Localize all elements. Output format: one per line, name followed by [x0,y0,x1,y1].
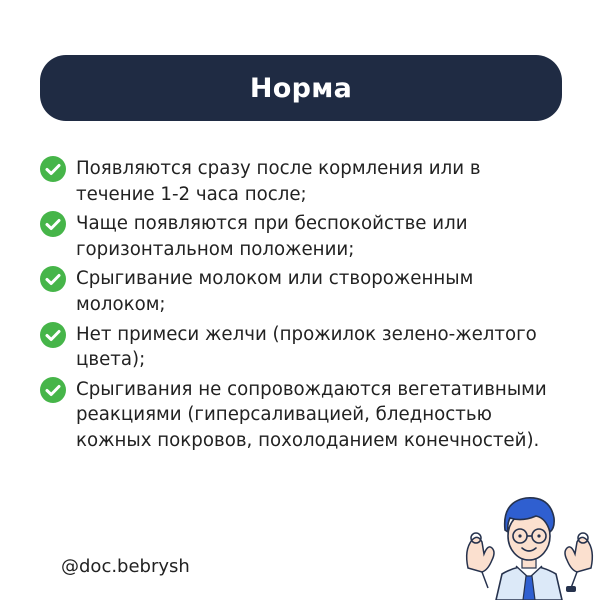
check-circle-icon [40,156,66,182]
author-handle: @doc.bebrysh [61,556,190,577]
title-banner [40,55,562,121]
list-item [40,156,560,207]
list-item-text: Срыгивания не сопровождаются вегетативными реакциями (гиперсаливацией, бледностью кожных покровов, похолоданием конечностей). [76,378,547,451]
list-item [40,377,560,454]
doctor-illustration [458,488,601,600]
list-item-text: Срыгивание молоком или створоженным молоком; [76,268,474,315]
list-item-text: Чаще появляются при беспокойстве или горизонтальном положении; [76,213,468,260]
check-circle-icon [40,322,66,348]
list-item-text: Нет примеси желчи (прожилок зелено-желтого цвета); [76,323,537,371]
page-title: Норма [249,72,353,104]
list-item [40,266,560,317]
list-item [40,322,560,373]
check-circle-icon [40,266,66,292]
list-item [40,211,560,262]
check-circle-icon [40,211,66,237]
criteria-list [40,156,560,458]
list-item-text: Появляются сразу после кормления или в течение 1-2 часа после; [76,158,481,205]
check-circle-icon [40,377,66,403]
